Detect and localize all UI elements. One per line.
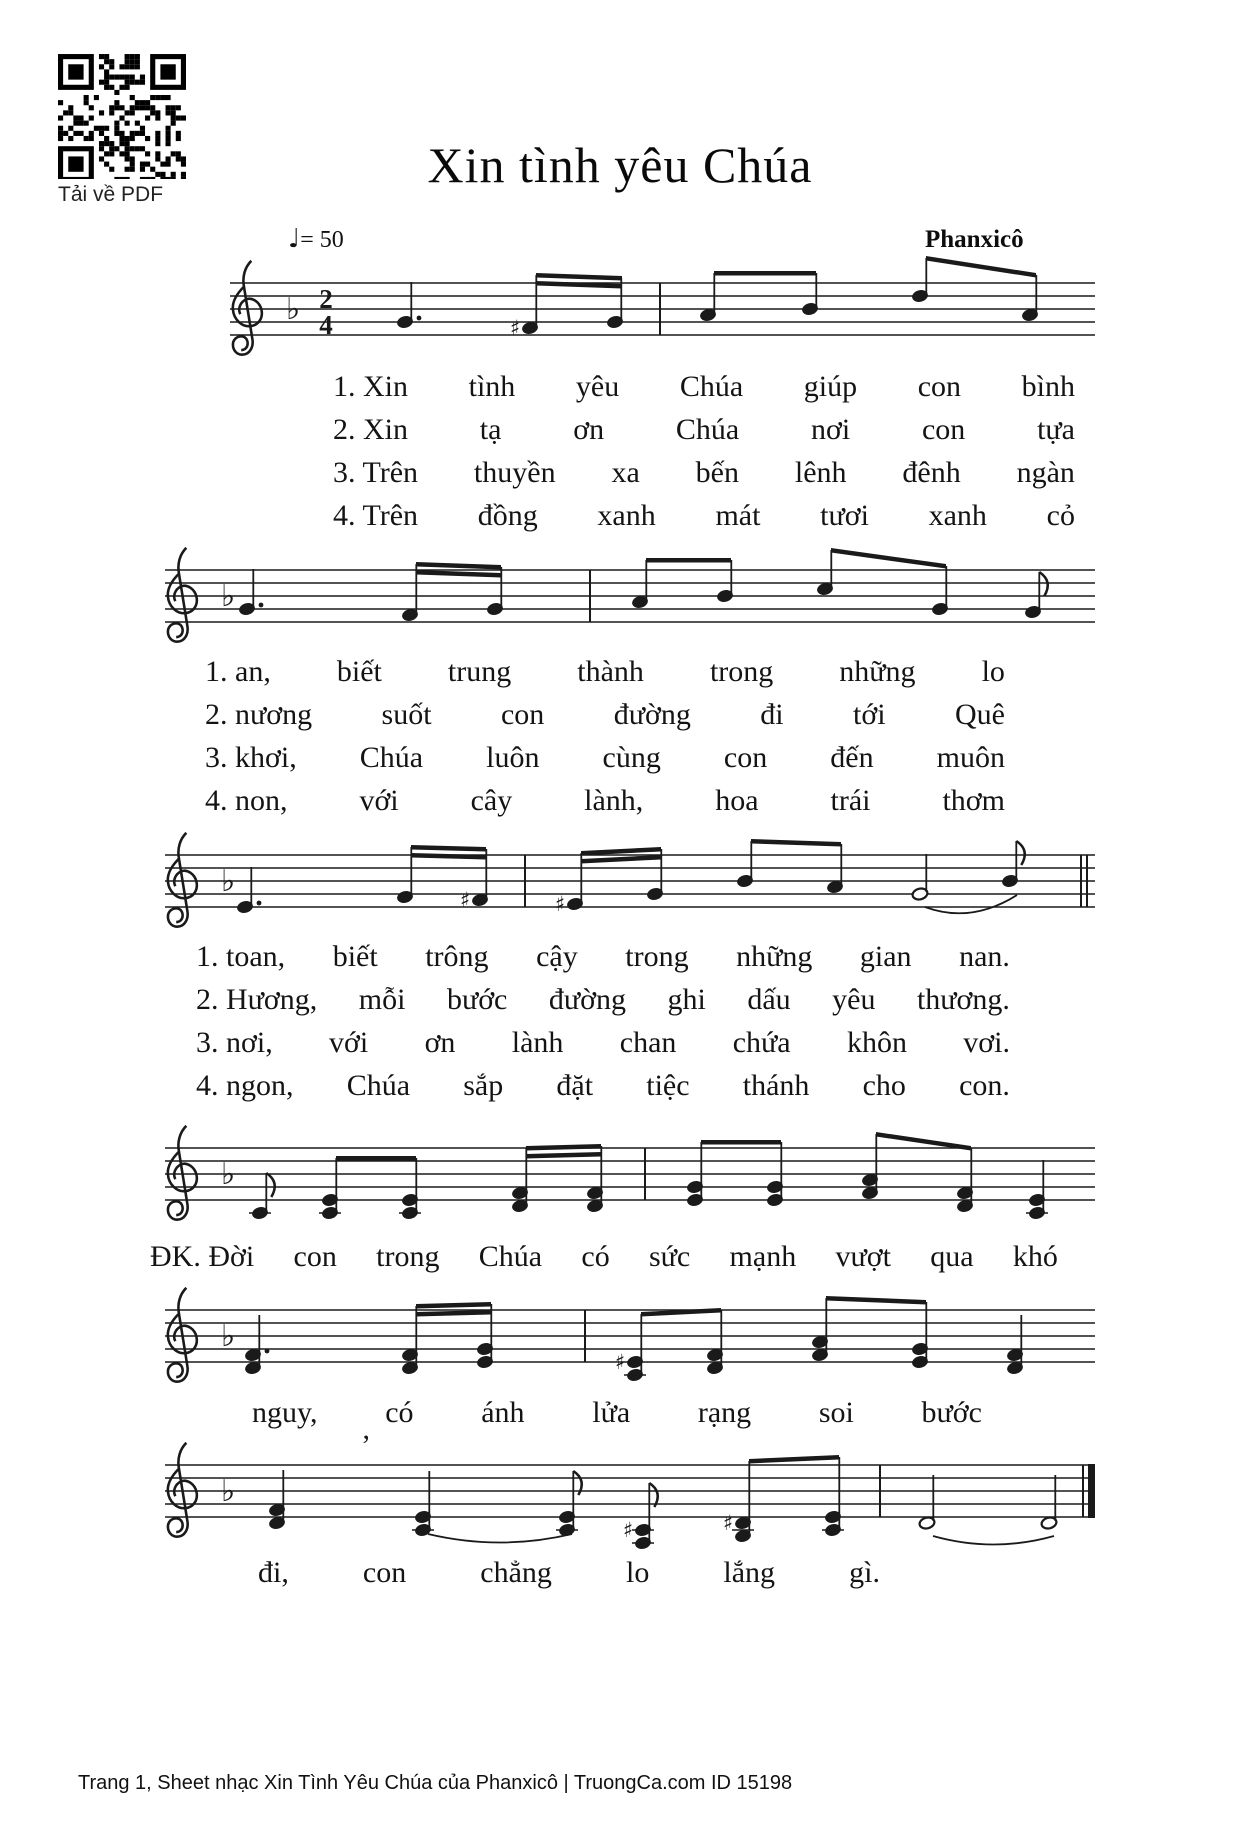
lyric-word: chứa xyxy=(732,1026,791,1059)
lyric-word: cho xyxy=(862,1069,906,1102)
song-title: Xin tình yêu Chúa xyxy=(427,136,813,193)
lyric-word: mát xyxy=(715,499,761,532)
lyric-word: khôn xyxy=(846,1026,907,1059)
flat-sign-icon: ♭ xyxy=(221,579,236,614)
lyric-word: ghi xyxy=(667,983,706,1016)
treble-clef-icon xyxy=(168,1288,197,1382)
lyric-word: lành, xyxy=(584,784,644,817)
lyric-word: với xyxy=(329,1026,369,1059)
lyric-word: soi xyxy=(818,1396,854,1429)
lyric-word: rạng xyxy=(697,1396,752,1429)
lyric-word: lo xyxy=(981,655,1005,688)
lyric-word: con. xyxy=(959,1069,1010,1102)
lyric-word: lo xyxy=(626,1556,650,1589)
lyric-word: Chúa xyxy=(346,1069,411,1102)
lyric-word: chan xyxy=(619,1026,677,1059)
sharp-sign-icon: ♯ xyxy=(460,888,471,912)
staff-3 xyxy=(165,825,1095,955)
lyric-word: Chúa xyxy=(478,1240,543,1273)
refrain-line-1 xyxy=(150,1240,1058,1283)
treble-clef-icon xyxy=(168,833,197,927)
sharp-sign-icon: ♯ xyxy=(623,1518,634,1542)
lyric-word: sức xyxy=(649,1240,691,1273)
lyric-word: tạ xyxy=(479,413,502,446)
lyric-word: yêu xyxy=(832,983,876,1016)
lyric-word: 3. nơi, xyxy=(196,1026,273,1059)
lyric-line xyxy=(333,499,1075,542)
staff-1 xyxy=(230,253,1095,383)
lyric-word: ngàn xyxy=(1016,456,1075,489)
lyric-word: Chúa xyxy=(679,370,744,403)
lyric-word: nguy, xyxy=(252,1396,318,1429)
lyric-word: cậy xyxy=(536,940,578,973)
lyric-line xyxy=(252,1396,982,1439)
lyric-line xyxy=(196,1069,1010,1112)
download-pdf-link[interactable]: Tải về PDF xyxy=(58,183,164,206)
treble-clef-icon xyxy=(168,1126,197,1220)
lyric-word: thành xyxy=(577,655,644,688)
lyric-word: 2. Xin xyxy=(333,413,408,446)
treble-clef-icon xyxy=(168,1443,197,1537)
lyric-word: biết xyxy=(336,655,382,688)
staff-5 xyxy=(165,1280,1095,1410)
lyric-word: tình xyxy=(468,370,516,403)
lyric-word: giúp xyxy=(803,370,858,403)
lyric-word: 2. nương xyxy=(205,698,313,731)
lyric-word: trái xyxy=(830,784,871,817)
lyric-word: bến xyxy=(695,456,739,489)
lyric-word: ơn xyxy=(573,413,605,446)
lyric-word: trong xyxy=(709,655,774,688)
lyric-word: con xyxy=(723,741,768,774)
time-signature: 4 xyxy=(319,310,333,340)
lyric-word: suốt xyxy=(381,698,432,731)
lyric-word: trông xyxy=(425,940,489,973)
lyric-word: có xyxy=(581,1240,610,1273)
lyric-line xyxy=(150,1240,1058,1283)
sharp-sign-icon: ♯ xyxy=(723,1511,734,1535)
staff-6 xyxy=(165,1435,1095,1565)
flat-sign-icon: ♭ xyxy=(221,1474,236,1509)
page-footer: Trang 1, Sheet nhạc Xin Tình Yêu Chúa của Phanxicô | TruongCa.com ID 15198 xyxy=(78,1772,793,1794)
lyric-word: yêu xyxy=(575,370,620,403)
lyric-word: bước xyxy=(446,983,508,1016)
tie-arc xyxy=(933,1536,1054,1545)
lyric-word: 4. non, xyxy=(205,784,288,817)
lyric-line xyxy=(205,784,1005,827)
verse-block-2 xyxy=(205,655,1005,827)
lyric-word: lửa xyxy=(592,1396,631,1429)
lyric-word: tựa xyxy=(1037,413,1075,446)
lyric-word: những xyxy=(736,940,813,973)
lyric-line xyxy=(205,655,1005,698)
tempo-marking xyxy=(288,224,344,254)
lyric-word: đường xyxy=(613,698,691,731)
lyric-word: mỗi xyxy=(358,983,406,1016)
lyric-word: con xyxy=(293,1240,337,1273)
lyric-word: con xyxy=(921,413,966,446)
lyric-word: vượt xyxy=(835,1240,891,1273)
lyric-word: 3. khơi, xyxy=(205,741,297,774)
lyric-word: thánh xyxy=(742,1069,810,1102)
composer-name: Phanxicô xyxy=(925,226,1024,253)
lyric-word: qua xyxy=(930,1240,974,1273)
lyric-line xyxy=(196,940,1010,983)
lyric-word: những xyxy=(839,655,916,688)
lyric-word: ơn xyxy=(424,1026,456,1059)
tie-arc xyxy=(925,895,1017,913)
lyric-word: thuyền xyxy=(473,456,556,489)
lyric-word: đênh xyxy=(902,456,961,489)
treble-clef-icon xyxy=(233,261,262,355)
lyric-word: nan. xyxy=(959,940,1010,973)
flat-sign-icon: ♭ xyxy=(286,292,301,327)
lyric-word: tươi xyxy=(820,499,869,532)
lyric-word: hoa xyxy=(715,784,759,817)
lyric-word: lành xyxy=(511,1026,564,1059)
lyric-word: biết xyxy=(332,940,378,973)
sharp-sign-icon: ♯ xyxy=(510,316,521,340)
staff-4 xyxy=(165,1118,1095,1248)
lyric-word: vơi. xyxy=(963,1026,1010,1059)
lyric-word: trung xyxy=(447,655,512,688)
lyric-word: thơm xyxy=(942,784,1005,817)
tie-arc xyxy=(428,1534,572,1543)
refrain-line-2 xyxy=(252,1396,982,1439)
lyric-word: có xyxy=(385,1396,414,1429)
flat-sign-icon: ♭ xyxy=(221,1157,236,1192)
lyric-word: con xyxy=(362,1556,407,1589)
lyric-word: mạnh xyxy=(729,1240,797,1273)
time-signature: 2 xyxy=(319,284,333,314)
breath-mark: ’ xyxy=(361,1435,371,1462)
lyric-word: lênh xyxy=(794,456,847,489)
lyric-word: thương. xyxy=(916,983,1010,1016)
lyric-word: 2. Hương, xyxy=(196,983,318,1016)
lyric-word: cùng xyxy=(602,741,661,774)
lyric-word: chẳng xyxy=(480,1556,552,1589)
lyric-word: đồng xyxy=(477,499,538,532)
verse-block-1 xyxy=(333,370,1075,542)
lyric-word: 1. toan, xyxy=(196,940,286,973)
lyric-word: xanh xyxy=(928,499,987,532)
sharp-sign-icon: ♯ xyxy=(615,1350,626,1374)
refrain-line-3 xyxy=(258,1556,880,1599)
lyric-word: đường xyxy=(548,983,626,1016)
lyric-line xyxy=(196,1026,1010,1069)
treble-clef-icon xyxy=(168,548,197,642)
lyric-word: dấu xyxy=(747,983,791,1016)
lyric-word: đi, xyxy=(258,1556,289,1589)
lyric-word: nơi xyxy=(810,413,851,446)
lyric-word: với xyxy=(359,784,399,817)
lyric-word: tiệc xyxy=(646,1069,690,1102)
lyric-word: 3. Trên xyxy=(333,456,419,489)
lyric-word: xa xyxy=(611,456,640,489)
lyric-word: khó xyxy=(1012,1240,1058,1273)
flat-sign-icon: ♭ xyxy=(221,864,236,899)
lyric-line xyxy=(205,698,1005,741)
lyric-word: 4. Trên xyxy=(333,499,419,532)
lyric-word: 1. Xin xyxy=(333,370,408,403)
tempo-value: = 50 xyxy=(300,227,344,253)
lyric-line xyxy=(333,413,1075,456)
lyric-word: trong xyxy=(625,940,689,973)
lyric-word: 1. an, xyxy=(205,655,271,688)
lyric-word: Chúa xyxy=(359,741,424,774)
lyric-word: đi xyxy=(760,698,784,731)
lyric-line xyxy=(258,1556,880,1599)
lyric-word: gian xyxy=(859,940,912,973)
lyric-word: gì. xyxy=(849,1556,880,1589)
lyric-word: bước xyxy=(921,1396,982,1429)
lyric-word: muôn xyxy=(936,741,1005,774)
lyric-line xyxy=(333,370,1075,413)
verse-block-3 xyxy=(196,940,1010,1112)
lyric-word: Chúa xyxy=(675,413,740,446)
lyric-word: ĐK. Đời xyxy=(150,1240,255,1273)
lyric-line xyxy=(196,983,1010,1026)
lyric-word: 4. ngon, xyxy=(196,1069,294,1102)
lyric-word: đặt xyxy=(556,1069,594,1102)
lyric-word: lắng xyxy=(723,1556,776,1589)
lyric-word: bình xyxy=(1021,370,1075,403)
lyric-word: cây xyxy=(470,784,513,817)
lyric-word: trong xyxy=(376,1240,440,1273)
lyric-word: Quê xyxy=(955,698,1005,731)
lyric-word: tới xyxy=(853,698,886,731)
lyric-word: xanh xyxy=(597,499,656,532)
lyric-line xyxy=(333,456,1075,499)
lyric-word: cỏ xyxy=(1046,499,1075,532)
staff-2 xyxy=(165,540,1095,670)
lyric-word: ánh xyxy=(481,1396,525,1429)
lyric-word: luôn xyxy=(486,741,540,774)
flat-sign-icon: ♭ xyxy=(221,1319,236,1354)
lyric-line xyxy=(205,741,1005,784)
lyric-word: sắp xyxy=(463,1069,504,1102)
sharp-sign-icon: ♯ xyxy=(555,892,566,916)
quarter-note-icon: ♩ xyxy=(288,224,301,254)
lyric-word: đến xyxy=(830,741,874,774)
lyric-word: con xyxy=(500,698,545,731)
lyric-word: con xyxy=(917,370,962,403)
